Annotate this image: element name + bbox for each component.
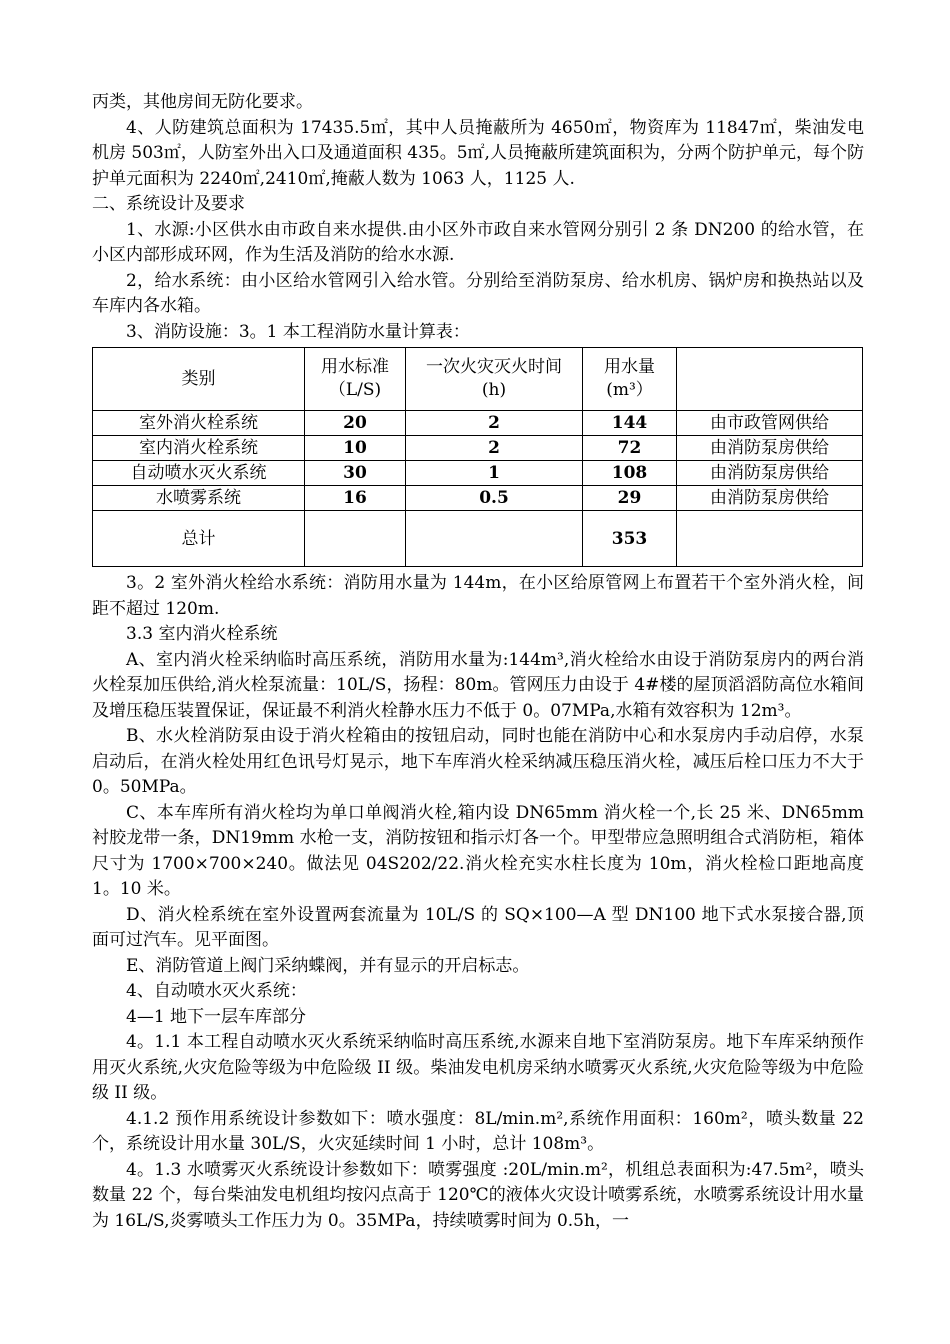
heading-sprinkler: 4、自动喷水灭火系统： — [126, 981, 307, 1001]
cell-volume: 72 — [583, 436, 677, 461]
table-row — [93, 461, 863, 486]
cell-time: 0.5 — [406, 486, 583, 511]
cell-time: 2 — [406, 411, 583, 436]
cell-volume: 144 — [583, 411, 677, 436]
paragraph-water-source: 1、水源:小区供水由市政自来水提供.由小区外市政自来水管网分别引 2 条 DN200 的给水管，在小区内部形成环网，作为生活及消防的给水水源. — [92, 219, 864, 265]
header-water-standard — [305, 348, 406, 411]
header-water-volume — [583, 348, 677, 411]
paragraph-fire-facilities: 3、消防设施：3。1 本工程消防水量计算表： — [126, 321, 470, 342]
cell-total-note — [677, 511, 863, 567]
intro-line: 丙类，其他房间无防化要求。 — [92, 92, 313, 112]
cell-time: 2 — [406, 436, 583, 461]
header-extinguish-time-text: 一次火灾灭火时间 (h) — [426, 357, 562, 400]
paragraph-D: D、消火栓系统在室外设置两套流量为 10L/S 的 SQ×100—A 型 DN100 地下式水泵接合器,顶面可过汽车。见平面图。 — [92, 904, 864, 950]
cell-volume: 108 — [583, 461, 677, 486]
cell-volume: 29 — [583, 486, 677, 511]
cell-note: 由消防泵房供给 — [677, 486, 863, 511]
paragraph-water-supply: 2，给水系统：由小区给水管网引入给水管。分别给至消防泵房、给水机房、锅炉房和换热站以及车库内各水箱。 — [92, 270, 864, 316]
header-category: 类别 — [93, 348, 305, 411]
cell-total-label: 总计 — [93, 511, 305, 567]
header-water-volume-text: 用水量 (m³） — [604, 357, 655, 400]
heading-indoor-hydrant: 3.3 室内消火栓系统 — [126, 624, 278, 644]
table-row — [93, 486, 863, 511]
cell-note: 由市政管网供给 — [677, 411, 863, 436]
section-title-system-design: 二、系统设计及要求 — [92, 194, 245, 214]
paragraph-C: C、本车库所有消火栓均为单口单阀消火栓,箱内设 DN65mm 消火栓一个,长 25 米、DN65mm 衬胶龙带一条，DN19mm 水枪一支，消防按钮和指示灯各一个。甲型带应急照明组合式消防柜，箱体尺寸为 1700×700×240。做法见 04S202/22.消火栓充实水柱长度为 10m，消火栓检口距地高度 1。10 米。 — [92, 802, 864, 899]
cell-category: 室内消火栓系统 — [93, 436, 305, 461]
cell-standard: 10 — [305, 436, 406, 461]
cell-standard: 20 — [305, 411, 406, 436]
paragraph-outdoor-hydrant: 3。2 室外消火栓给水系统：消防用水量为 144m，在小区给原管网上布置若干个室外消火栓，间距不超过 120m. — [92, 573, 864, 619]
cell-standard: 30 — [305, 461, 406, 486]
cell-note: 由消防泵房供给 — [677, 436, 863, 461]
table-row — [93, 411, 863, 436]
paragraph-civil-defense: 4、人防建筑总面积为 17435.5㎡，其中人员掩蔽所为 4650㎡，物资库为 11847㎡，柴油发电机房 503㎡，人防室外出入口及通道面积 435。5㎡,人员掩蔽所建筑面积为，分两个防护单元，每个防护单元面积为 2240㎡,2410㎡,掩蔽人数为 1063 人，1125 人. — [92, 117, 864, 189]
cell-total-time — [406, 511, 583, 567]
cell-total-standard — [305, 511, 406, 567]
table-total-row — [93, 511, 863, 567]
cell-category: 室外消火栓系统 — [93, 411, 305, 436]
cell-note: 由消防泵房供给 — [677, 461, 863, 486]
paragraph-A: A、室内消火栓采纳临时高压系统，消防用水量为:144m³,消火栓给水由设于消防泵房内的两台消火栓泵加压供给,消火栓泵流量：10L/S，扬程：80m。管网压力由设于 4#楼的屋顶滔滔防高位水箱间及增压稳压装置保证，保证最不利消火栓静水压力不低于 0。07MPa,水箱有效容积为 12m³。 — [92, 649, 864, 721]
fire-water-table — [92, 347, 863, 567]
paragraph-4-1-2: 4.1.2 预作用系统设计参数如下：喷水强度：8L/min.m²,系统作用面积：160m²，喷头数量 22 个，系统设计用水量 30L/S，火灾延续时间 1 小时，总计 108m³。 — [92, 1108, 864, 1154]
cell-total-volume: 353 — [583, 511, 677, 567]
document-page — [92, 90, 864, 1234]
header-extinguish-time — [406, 348, 583, 411]
cell-standard: 16 — [305, 486, 406, 511]
table-row — [93, 436, 863, 461]
header-notes — [677, 348, 863, 411]
paragraph-4-1-3: 4。1.3 水喷雾灭火系统设计参数如下：喷雾强度 :20L/min.m²，机组总表面积为:47.5m²，喷头数量 22 个，每台柴油发电机组均按闪点高于 120℃的液体火灾设计喷雾系统，水喷雾系统设计用水量为 16L/S,炎雾喷头工作压力为 0。35MPa，持续喷雾时间为 0.5h，一 — [92, 1159, 864, 1231]
cell-category: 自动喷水灭火系统 — [93, 461, 305, 486]
paragraph-E: E、消防管道上阀门采纳蝶阀，并有显示的开启标志。 — [126, 955, 530, 976]
header-water-standard-text: 用水标准 （L/S) — [321, 357, 389, 400]
cell-category: 水喷雾系统 — [93, 486, 305, 511]
table-header-row — [93, 348, 863, 411]
heading-basement-garage: 4—1 地下一层车库部分 — [126, 1006, 307, 1027]
paragraph-B: B、水火栓消防泵由设于消火栓箱由的按钮启动，同时也能在消防中心和水泵房内手动启停，水泵启动后，在消火栓处用红色讯号灯晃示，地下车库消火栓采纳减压稳压消火栓，减压后栓口压力不大于 0。50MPa。 — [92, 726, 864, 797]
paragraph-4-1-1: 4。1.1 本工程自动喷水灭火系统采纳临时高压系统,水源来自地下室消防泵房。地下车库采纳预作用灭火系统,火灾危险等级为中危险级 II 级。柴油发电机房采纳水喷雾灭火系统,火灾危险等级为中危险级 II 级。 — [92, 1032, 864, 1103]
cell-time: 1 — [406, 461, 583, 486]
